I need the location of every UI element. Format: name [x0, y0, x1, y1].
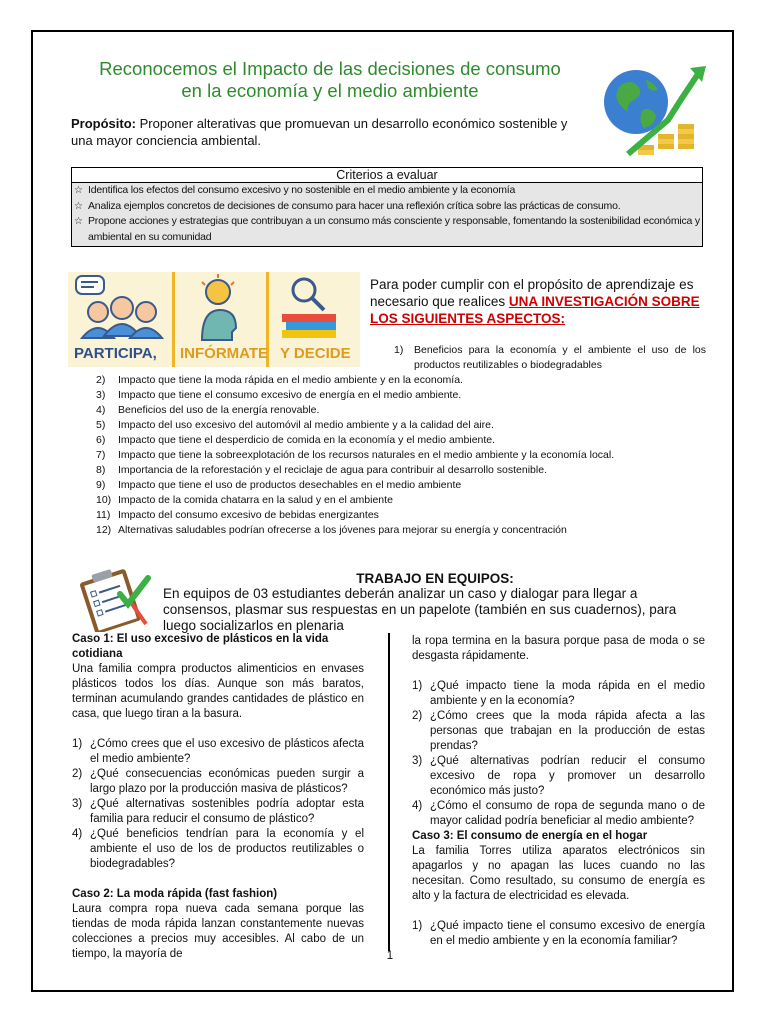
right-column — [412, 634, 705, 949]
list-item: 6) Impacto que tiene el desperdicio de comida en la economía y el medio ambiente. — [96, 434, 496, 446]
teamwork-instructions: En equipos de 03 estudiantes deberán analizar un caso y dialogar para llegar a consensos, plasmar sus respuestas en un papelote (también en sus cuadernos), para luego socializarlos en plenaria — [163, 586, 677, 633]
banner-word-participa: PARTICIPA, — [74, 345, 157, 362]
intro-text: Para poder cumplir con el propósito de aprendizaje es necesario que realices — [370, 277, 694, 309]
criteria-header: Criterios a evaluar — [72, 168, 702, 183]
list-item: 1) Beneficios para la economía y el ambiente el uso de los productos reutilizables o biodegradables — [394, 344, 706, 371]
star-bullet-icon: ☆ — [74, 185, 83, 196]
list-item: 10) Impacto de la comida chatarra en la salud y en el ambiente — [96, 494, 393, 506]
criteria-item: ☆ Propone acciones y estrategias que contribuyan a un consumo más consciente y responsable, fomentando la sostenibilidad económica y ambiental en su comunidad — [74, 215, 700, 243]
list-item: 4) Beneficios del uso de la energía renovable. — [96, 404, 320, 416]
list-item: 3) ¿Qué alternativas sostenibles podría adoptar esta familia para reducir el consumo de plástico? — [72, 798, 364, 825]
list-item: 5) Impacto del uso excesivo del automóvil al medio ambiente y a la calidad del aire. — [96, 419, 494, 431]
banner-word-informate: INFÓRMATE — [180, 345, 269, 362]
star-bullet-icon: ☆ — [74, 216, 83, 227]
title-line-1: Reconocemos el Impacto de las decisiones de consumo — [99, 58, 561, 79]
list-item: 11) Impacto del consumo excesivo de bebidas energizantes — [96, 509, 379, 521]
left-column — [72, 632, 364, 962]
list-item: 1) ¿Qué impacto tiene la moda rápida en el medio ambiente y en la economía? — [412, 680, 705, 707]
case-2-title: Caso 2: La moda rápida (fast fashion) — [72, 888, 278, 900]
list-item: 4) ¿Cómo el consumo de ropa de segunda mano o de mayor calidad podría beneficiar al medio ambiente? — [412, 800, 705, 827]
purpose-label: Propósito: — [71, 116, 136, 131]
teamwork-title: TRABAJO EN EQUIPOS: — [356, 571, 514, 586]
banner-word-decide: Y DECIDE — [280, 345, 351, 362]
list-item: 12) Alternativas saludables podrían ofrecerse a los jóvenes para mejorar su energía y concentración — [96, 524, 567, 536]
criteria-table — [71, 167, 703, 247]
case-2-text-end: la ropa termina en la basura porque pasa de moda o se desgasta rápidamente. — [412, 635, 705, 662]
list-item: 2) ¿Qué consecuencias económicas pueden surgir a largo plazo por la producción masiva de plásticos? — [72, 768, 364, 795]
list-item: 1) ¿Qué impacto tiene el consumo excesivo de energía en el medio ambiente y en la economía familiar? — [412, 920, 705, 947]
list-item: 4) ¿Qué beneficios tendrían para la economía y el ambiente el uso de los de productos reutilizables o biodegradables? — [72, 828, 364, 870]
purpose-text: Proponer alterativas que promuevan un desarrollo económico sostenible y una mayor conciencia ambiental. — [71, 116, 568, 148]
case-2-text-start: Laura compra ropa nueva cada semana porque las tiendas de moda rápida lanzan constantemente nuevas colecciones a precios muy accesibles. Al cabo de un tiempo, la mayoría de — [72, 903, 364, 960]
list-item: 1) ¿Cómo crees que el uso excesivo de plásticos afecta el medio ambiente? — [72, 738, 364, 765]
case-3-text: La familia Torres utiliza aparatos electrónicos sin apagarlos y no apagan las luces cuando no las necesitan. Como resultado, su consumo de energía es alto y la factura de electricidad es elevada. — [412, 845, 705, 902]
list-item: 3) ¿Qué alternativas podrían reducir el consumo excesivo de ropa y promover un desarrollo económico más justo? — [412, 755, 705, 797]
page-number: 1 — [386, 950, 394, 962]
research-intro — [370, 276, 710, 327]
list-item: 9) Impacto que tiene el uso de productos desechables en el medio ambiente — [96, 479, 462, 491]
intro-highlight: UNA INVESTIGACIÓN SOBRE LOS SIGUIENTES ASPECTOS: — [370, 294, 700, 326]
globe-coins-illustration — [598, 58, 710, 166]
criteria-item: ☆ Analiza ejemplos concretos de decisiones de consumo para hacer una reflexión crítica sobre las prácticas de consumo. — [74, 199, 621, 212]
purpose-paragraph — [71, 115, 591, 149]
list-item: 8) Importancia de la reforestación y el reciclaje de agua para contribuir al desarrollo sostenible. — [96, 464, 547, 476]
page-title — [60, 58, 600, 102]
case-3-title: Caso 3: El consumo de energía en el hogar — [412, 830, 648, 842]
case-1-title: Caso 1: El uso excesivo de plásticos en la vida cotidiana — [72, 633, 329, 660]
list-item: 3) Impacto que tiene el consumo excesivo de energía en el medio ambiente. — [96, 389, 462, 401]
star-bullet-icon: ☆ — [74, 200, 83, 212]
research-aspects-list — [96, 343, 706, 538]
case-1-text: Una familia compra productos alimenticios en envases plásticos todos los días. Aunque son más baratos, terminan acumulando grandes cantidades de plástico en casa, que luego tiran a la basura. — [72, 663, 364, 720]
criteria-item: ☆ Identifica los efectos del consumo excesivo y no sostenible en el medio ambiente y la economía — [74, 184, 516, 196]
list-item: 2) Impacto que tiene la moda rápida en el medio ambiente y en la economía. — [96, 374, 463, 386]
checklist-clipboard-illustration — [72, 564, 154, 632]
column-divider — [388, 633, 390, 951]
list-item: 2) ¿Cómo crees que la moda rápida afecta a las personas que trabajan en la producción de estas prendas? — [412, 710, 705, 752]
criteria-list — [72, 183, 702, 246]
list-item: 7) Impacto que tiene la sobreexplotación de los recursos naturales en el medio ambiente y la economía local. — [96, 449, 615, 461]
title-line-2: en la economía y el medio ambiente — [181, 80, 479, 101]
